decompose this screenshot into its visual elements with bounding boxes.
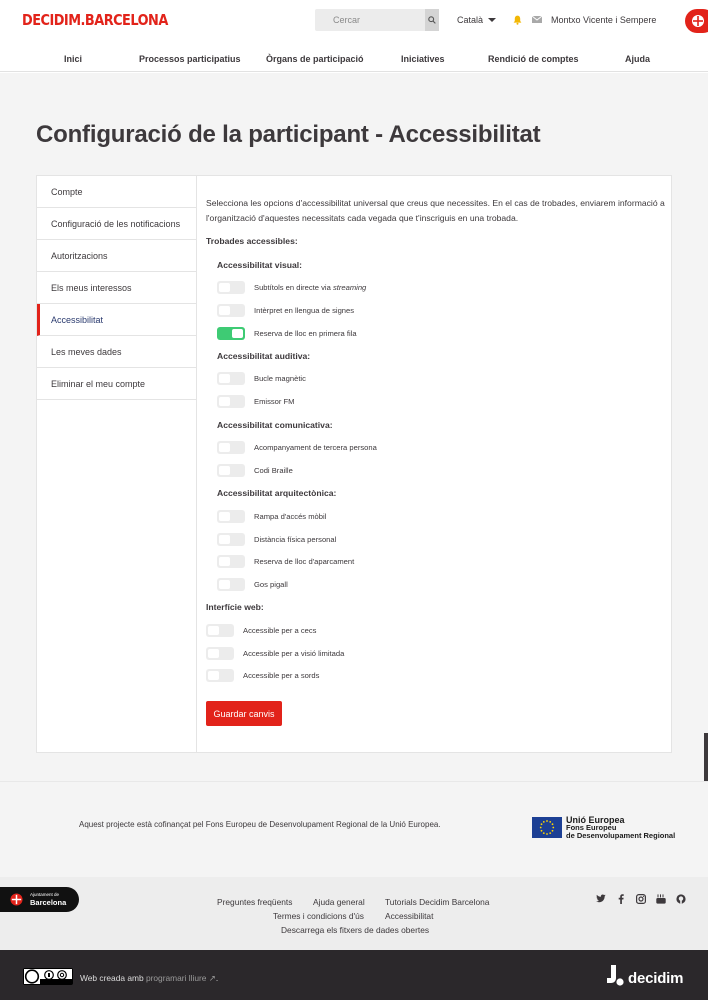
option-row: [217, 440, 377, 454]
language-selector[interactable]: [457, 15, 496, 25]
instagram-icon[interactable]: [636, 894, 646, 904]
footer-link-faq[interactable]: Preguntes freqüents: [217, 897, 293, 907]
notifications-bell-icon[interactable]: [513, 15, 522, 25]
toggle-guide-dog[interactable]: [217, 578, 245, 591]
toggle-fm-emitter[interactable]: [217, 395, 245, 408]
barcelona-badge[interactable]: [685, 9, 708, 33]
meetings-heading: Trobades accessibles:: [206, 236, 298, 246]
funding-text: Aquest projecte està cofinançat pel Fons Europeu de Desenvolupament Regional de la Unió Europea.: [79, 820, 441, 829]
option-row: [217, 577, 288, 591]
toggle-distance[interactable]: [217, 533, 245, 546]
option-label: Intèrpret en llengua de signes: [254, 305, 355, 315]
option-label: Gos pigall: [254, 579, 288, 589]
toggle-subtitles[interactable]: [217, 281, 245, 294]
creative-commons-badge[interactable]: [23, 968, 73, 985]
option-row: [217, 394, 295, 408]
option-row: [217, 509, 326, 523]
nav-item-rendicio[interactable]: Rendició de comptes: [488, 54, 579, 64]
external-link-icon: ↗: [208, 973, 216, 983]
sidebar-item-accessibilitat[interactable]: Accessibilitat: [37, 304, 196, 336]
page-content: [0, 73, 708, 781]
search-button[interactable]: [425, 9, 439, 31]
footer-links: [0, 877, 708, 950]
search-input[interactable]: [315, 9, 425, 31]
creative-commons-icon: [24, 969, 72, 984]
facebook-icon[interactable]: [618, 894, 624, 904]
language-label: Català: [457, 15, 484, 25]
option-label: Codi Braille: [254, 465, 293, 475]
youtube-icon[interactable]: [656, 894, 666, 904]
auditory-heading: Accessibilitat auditiva:: [217, 351, 311, 361]
option-label: Accessible per a sords: [243, 670, 320, 680]
nav-item-processos[interactable]: Processos participatius: [139, 54, 241, 64]
option-row: [206, 623, 316, 637]
bottom-bar: [0, 950, 708, 1000]
footer-link-help[interactable]: Ajuda general: [313, 897, 365, 907]
option-label: Rampa d'accés mòbil: [254, 511, 327, 521]
option-row: [217, 463, 293, 477]
nav-item-organs[interactable]: Òrgans de participació: [266, 54, 364, 64]
toggle-blind[interactable]: [206, 624, 234, 637]
option-label: Accessible per a visió limitada: [243, 648, 345, 658]
sidebar-item-notificacions[interactable]: Configuració de les notificacions: [37, 208, 196, 240]
option-row: [217, 371, 306, 385]
eu-flag-icon: [532, 817, 562, 838]
account-sidebar: [36, 175, 196, 753]
sidebar-item-interessos[interactable]: Els meus interessos: [37, 272, 196, 304]
user-name[interactable]: Montxo Vicente i Sempere: [551, 15, 657, 25]
toggle-hearing-loop[interactable]: [217, 372, 245, 385]
decidim-logo[interactable]: decidim: [606, 965, 683, 987]
option-row: [217, 532, 336, 546]
accessibility-form: [196, 175, 672, 753]
form-intro: Selecciona les opcions d'accessibilitat universal que creus que necessites. En el cas de trobades, enviarem informació a l'organització d'aquestes necessitats cada vegada que t'inscriguis en una trobada.: [206, 198, 665, 223]
option-row: [217, 326, 357, 340]
free-software-link[interactable]: programari lliure: [145, 973, 207, 983]
architectural-heading: Accessibilitat arquitectònica:: [217, 488, 337, 498]
option-row: [206, 646, 344, 660]
top-bar: [0, 0, 708, 42]
toggle-deaf[interactable]: [206, 669, 234, 682]
visual-heading: Accessibilitat visual:: [217, 260, 303, 270]
footer-link-terms[interactable]: Termes i condicions d'ús: [273, 911, 364, 921]
option-label: Reserva de lloc en primera fila: [254, 328, 357, 338]
option-label: Acompanyament de tercera persona: [254, 442, 377, 452]
main-navigation: [0, 42, 708, 72]
search-box: [315, 9, 439, 31]
search-icon: [428, 16, 436, 24]
sidebar-item-autoritzacions[interactable]: Autoritzacions: [37, 240, 196, 272]
communicative-heading: Accessibilitat comunicativa:: [217, 420, 333, 430]
page-title: Configuració de la participant - Accessibilitat: [36, 121, 541, 148]
toggle-third-person[interactable]: [217, 441, 245, 454]
nav-item-iniciatives[interactable]: Iniciatives: [401, 54, 445, 64]
toggle-front-row[interactable]: [217, 327, 245, 340]
footer-link-tutorials[interactable]: Tutorials Decidim Barcelona: [385, 897, 490, 907]
option-label: Subtítols en directe via streaming: [254, 282, 367, 292]
sidebar-item-dades[interactable]: Les meves dades: [37, 336, 196, 368]
ajuntament-logo[interactable]: Ajuntament de Barcelona: [0, 887, 79, 912]
barcelona-shield-icon: [691, 14, 705, 28]
site-logo[interactable]: DECIDIM.BARCELONA: [22, 11, 168, 29]
toggle-braille[interactable]: [217, 464, 245, 477]
toggle-low-vision[interactable]: [206, 647, 234, 660]
funding-section: [0, 781, 708, 877]
sidebar-item-compte[interactable]: Compte: [37, 176, 196, 208]
made-with-text: Web creada amb programari lliure ↗.: [80, 973, 219, 983]
option-label: Reserva de lloc d'aparcament: [254, 556, 355, 566]
caret-down-icon: [488, 18, 496, 22]
footer-link-open-data[interactable]: Descarrega els fitxers de dades obertes: [281, 925, 430, 935]
twitter-icon[interactable]: [596, 894, 606, 903]
web-heading: Interfície web:: [206, 602, 264, 612]
toggle-sign-language[interactable]: [217, 304, 245, 317]
github-icon[interactable]: [676, 894, 686, 904]
option-label: Bucle magnètic: [254, 373, 306, 383]
decidim-logo-icon: [606, 965, 625, 987]
option-row: [217, 303, 354, 317]
toggle-ramp[interactable]: [217, 510, 245, 523]
footer-link-accessibility[interactable]: Accessibilitat: [385, 911, 434, 921]
option-row: [206, 668, 319, 682]
barcelona-shield-icon: [10, 893, 23, 906]
toggle-parking[interactable]: [217, 555, 245, 568]
option-label: Emissor FM: [254, 396, 295, 406]
option-row: [217, 554, 354, 568]
sidebar-item-eliminar[interactable]: Eliminar el meu compte: [37, 368, 196, 400]
eu-label: Unió Europea Fons Europeu de Desenvolupament Regional: [566, 815, 676, 840]
nav-item-inici[interactable]: Inici: [64, 54, 83, 64]
option-row: [217, 280, 366, 294]
save-changes-button[interactable]: Guardar canvis: [206, 701, 282, 726]
nav-item-ajuda[interactable]: Ajuda: [625, 54, 651, 64]
messages-mail-icon[interactable]: [532, 16, 542, 23]
option-label: Distància física personal: [254, 534, 337, 544]
option-label: Accessible per a cecs: [243, 625, 317, 635]
